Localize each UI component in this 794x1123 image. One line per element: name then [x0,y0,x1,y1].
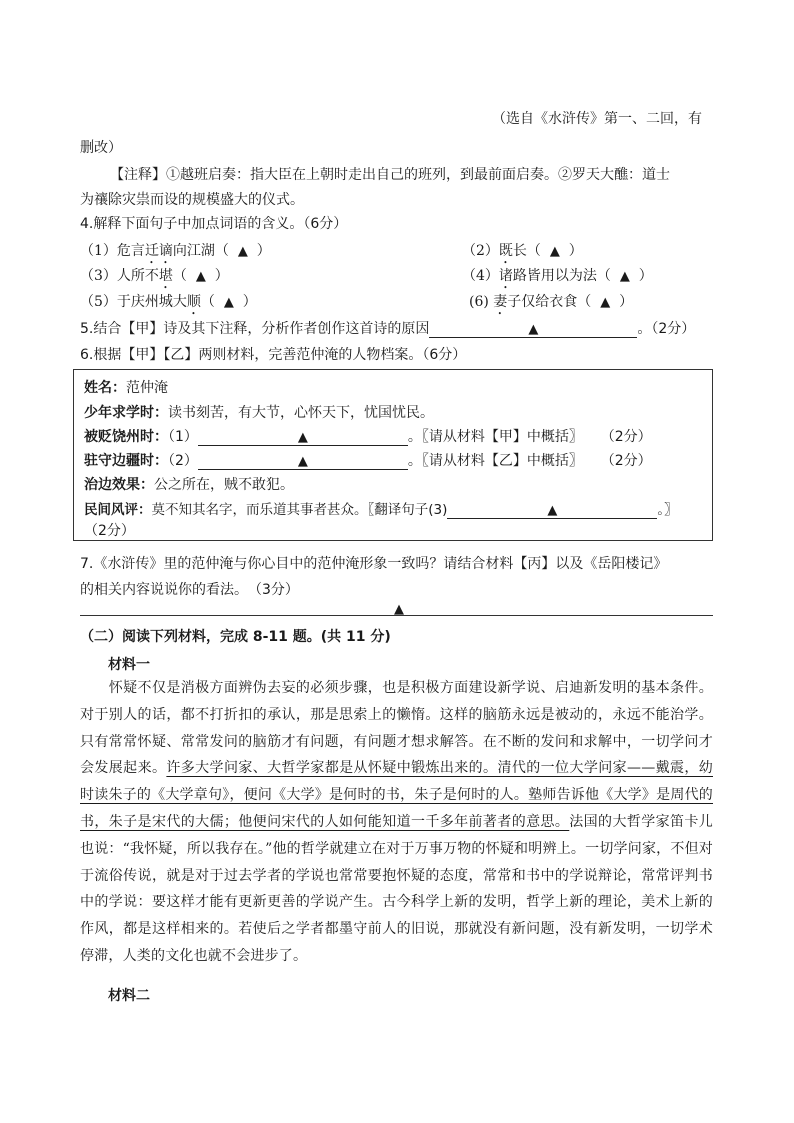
answer-mark-7[interactable]: ▲ [394,602,404,617]
answer-blank-4-5[interactable]: ▲ [223,295,234,310]
profile-voice-row: 民间风评：莫不知其名字，而乐道其事者甚众。〖翻译句子(3) ▲ 。〗 [84,502,678,518]
profile-effect-row: 治边效果：公之所在，贼不敢犯。 [84,477,294,493]
q7-line-2: 的相关内容说说你的看法。 （3分） [80,582,299,598]
profile-voice-score: （2分） [84,523,135,539]
source-line-2: 删改） [80,140,122,156]
profile-border-row: 驻守边疆时：（2） ▲ 。〖请从材料【乙】中概括〗 （2分） [84,453,652,469]
underlined-sentence: 许多大学问家、大哲学家都是从怀疑中锻炼出来的。清代的一位大学问家——戴震，幼时读朱子的《大学章句》，便问《大学》是何时的书，朱子是何时的人。塾师告诉他《大学》是周代的书，朱子是宋代的大儒；他便问宋代的人如何能知道一千多年前著者的意思。 [80,760,713,830]
answer-line-6-2[interactable]: ▲ [198,453,408,470]
answer-blank-4-2[interactable]: ▲ [549,244,560,259]
q6-title: 6.根据【甲】【乙】两则材料，完善范仲淹的人物档案。（6分） [80,347,467,363]
q4-item-5: （5）于庆州城大顺（ ▲ ） [80,294,257,310]
profile-youth-row: 少年求学时：读书刻苦，有大节，心怀天下，忧国忧民。 [84,405,434,421]
q7-line-1: 7.《水浒传》里的范仲淹与你心目中的范仲淹形象一致吗？请结合材料【丙】以及《岳阳楼记》 [80,556,668,572]
q4-title: 4.解释下面句子中加点词语的含义。（6分） [80,216,348,232]
answer-blank-4-4[interactable]: ▲ [619,269,630,284]
profile-box [73,369,713,541]
material1-heading: 材料一 [108,657,150,673]
profile-name-row: 姓名：范仲淹 [84,380,168,396]
material1-body: 怀疑不仅是消极方面辨伪去妄的必须步骤，也是积极方面建设新学说、启迪新发明的基本条件。对于别人的话，都不打折扣的承认，那是思索上的懒惰。这样的脑筋永远是被动的，永远不能治学。只有常常怀疑、常常发问的脑筋才有问题，有问题才想求解答。在不断的发问和求解中，一切学问才会发展起来。许多大学问家、大哲学家都是从怀疑中锻炼出来的。清代的一位大学问家——戴震，幼时读朱子的《大学章句》，便问《大学》是何时的书，朱子是何时的人。塾师告诉他《大学》是周代的书，朱子是宋代的大儒；他便问宋代的人如何能知道一千多年前著者的意思。法国的大哲学家笛卡儿也说：“我怀疑，所以我存在。”他的哲学就建立在对于万事万物的怀疑和明辨上。一切学问家，不但对于流俗传说，就是对于过去学者的学说也常常要抱怀疑的态度，常常和书中的学说辩论，常常评判书中的学说：要这样才能有更新更善的学说产生。古今科学上新的发明，哲学上新的理论，美术上新的作风，都是这样相来的。若使后之学者都墨守前人的旧说，那就没有新问题，没有新发明，一切学术停滞，人类的文化也就不会进步了。 [80,680,713,964]
q4-item-4: （4）诸路皆用以为法（ ▲ ） [462,268,653,284]
answer-blank-4-6[interactable]: ▲ [600,295,611,310]
q4-item-3: （3）人所不堪（ ▲ ） [80,268,229,284]
q4-item-2: （2）既长（ ▲ ） [462,243,583,259]
notes-line-1: 【注释】①越班启奏：指大臣在上朝时走出自己的班列，到最前面启奏。②罗天大醮：道士 [110,167,670,183]
answer-line-7[interactable] [80,615,713,616]
answer-line-6-3[interactable]: ▲ [447,502,657,519]
section2-title: （二）阅读下列材料，完成 8-11 题。(共 11 分) [80,629,391,645]
notes-line-2: 为禳除灾祟而设的规模盛大的仪式。 [80,192,304,208]
answer-line-5[interactable]: ▲ [429,321,637,338]
answer-blank-4-3[interactable]: ▲ [195,269,206,284]
profile-demoted-row: 被贬饶州时：（1） ▲ 。〖请从材料【甲】中概括〗 （2分） [84,429,652,445]
q4-item-1: （1）危言迁谪向江湖（ ▲ ） [80,243,271,259]
source-line-1: （选自《水浒传》第一、二回，有 [492,111,702,127]
q5: 5.结合【甲】诗及其下注释，分析作者创作这首诗的原因 ▲ 。（2分） [80,321,696,337]
answer-line-6-1[interactable]: ▲ [198,429,408,446]
material2-heading: 材料二 [108,988,150,1004]
answer-blank-4-1[interactable]: ▲ [237,244,248,259]
q4-item-6: (6) 妻子仅给衣食（ ▲ ） [469,294,634,310]
